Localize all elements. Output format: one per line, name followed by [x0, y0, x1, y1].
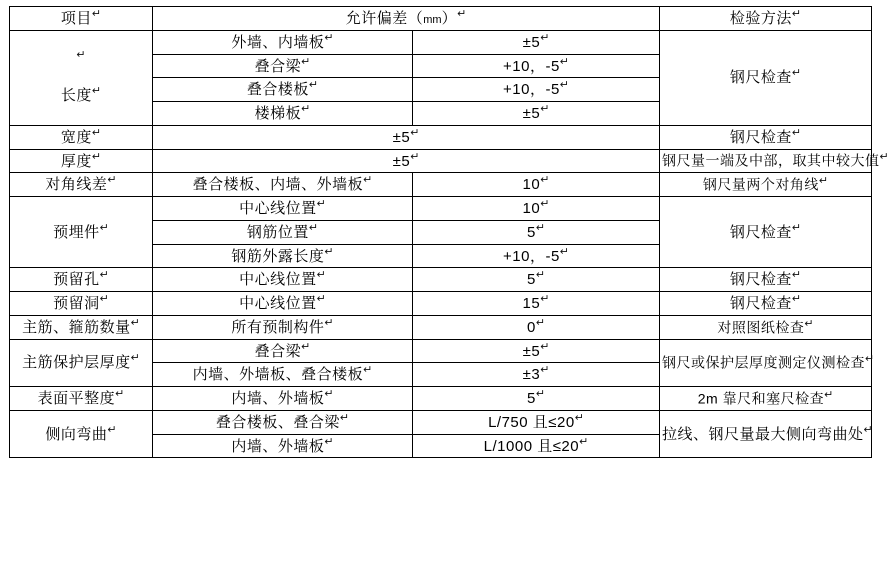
paragraph-mark: ↵: [107, 174, 117, 187]
paragraph-mark: ↵: [363, 364, 373, 377]
row-item-embedded-parts: 预埋件↵: [10, 197, 153, 268]
paragraph-mark: ↵: [824, 388, 834, 401]
paragraph-mark: ↵: [130, 352, 140, 365]
paragraph-mark: ↵: [791, 67, 802, 80]
paragraph-mark: ↵: [324, 435, 334, 448]
table-row: [10, 173, 872, 197]
paragraph-mark: ↵: [540, 174, 550, 187]
paragraph-mark: ↵: [363, 174, 373, 187]
row-tolerance-value: ±5↵: [153, 149, 660, 173]
paragraph-mark: ↵: [76, 48, 86, 61]
header-tolerance: 允许偏差（mm）↵: [153, 7, 660, 31]
paragraph-mark: ↵: [791, 293, 802, 305]
row-tolerance-value: +10，-5↵: [413, 244, 660, 268]
paragraph-mark: ↵: [791, 8, 802, 20]
paragraph-mark: ↵: [91, 8, 102, 20]
row-tolerance-value: ±5↵: [413, 30, 660, 54]
paragraph-mark: ↵: [865, 353, 875, 366]
paragraph-mark: ↵: [879, 151, 889, 164]
header-method: 检验方法↵: [660, 7, 872, 31]
table-row: [10, 125, 872, 149]
row-tolerance-value: +10，-5↵: [413, 54, 660, 78]
paragraph-mark: ↵: [559, 79, 570, 92]
row-tolerance-value: ±5↵: [153, 125, 660, 149]
row-subitem-label: 钢筋外露长度↵: [153, 244, 413, 268]
paragraph-mark: ↵: [91, 84, 102, 97]
paragraph-mark: ↵: [540, 293, 550, 305]
row-item-rebar-count: 主筋、箍筋数量↵: [10, 315, 153, 339]
tolerance-table: [9, 6, 889, 458]
paragraph-mark: ↵: [316, 198, 326, 210]
paragraph-mark: ↵: [91, 126, 102, 139]
paragraph-mark: ↵: [324, 316, 334, 329]
paragraph-mark: ↵: [308, 79, 319, 92]
paragraph-mark: ↵: [791, 269, 802, 282]
row-tolerance-value: ±3↵: [413, 363, 660, 387]
row-tolerance-value: L/750 且≤20↵: [413, 410, 660, 434]
row-tolerance-value: +10，-5↵: [413, 78, 660, 102]
row-method: 钢尺检查↵: [660, 268, 872, 292]
paragraph-mark: ↵: [535, 221, 546, 234]
paragraph-mark: ↵: [535, 388, 546, 400]
table-row: [10, 30, 872, 54]
row-tolerance-value: L/1000 且≤20↵: [413, 434, 660, 458]
row-tolerance-value: 5↵: [413, 220, 660, 244]
paragraph-mark: ↵: [540, 198, 550, 210]
table-row: [10, 292, 872, 316]
paragraph-mark: ↵: [301, 340, 311, 353]
paragraph-mark: ↵: [579, 435, 589, 448]
row-method: 钢尺检查↵: [660, 197, 872, 268]
table-row: [10, 410, 872, 434]
row-subitem-label: 外墙、内墙板↵: [153, 30, 413, 54]
paragraph-mark: ↵: [791, 221, 802, 234]
row-method: 钢尺量一端及中部，取其中较大值↵: [660, 149, 872, 173]
row-method: 对照图纸检查↵: [660, 315, 872, 339]
row-tolerance-value: 0↵: [413, 315, 660, 339]
row-method: 钢尺检查↵: [660, 292, 872, 316]
paragraph-mark: ↵: [301, 103, 311, 115]
paragraph-mark: ↵: [324, 245, 334, 258]
row-method: 拉线、钢尺量最大侧向弯曲处↵: [660, 410, 872, 458]
paragraph-mark: ↵: [535, 316, 546, 329]
row-subitem-label: 叠合梁↵: [153, 339, 413, 363]
table-row: [10, 149, 872, 173]
table-row: [10, 197, 872, 221]
paragraph-mark: ↵: [91, 150, 102, 163]
paragraph-mark: ↵: [574, 411, 584, 424]
paragraph-mark: ↵: [410, 150, 420, 163]
row-tolerance-value: 5↵: [413, 268, 660, 292]
row-tolerance-value: 5↵: [413, 387, 660, 411]
paragraph-mark: ↵: [301, 55, 311, 68]
row-subitem-label: 钢筋位置↵: [153, 220, 413, 244]
row-subitem-label: 叠合梁↵: [153, 54, 413, 78]
row-item-width: 宽度↵: [10, 125, 153, 149]
paragraph-mark: ↵: [99, 269, 109, 282]
table-row: [10, 339, 872, 363]
row-tolerance-value: 15↵: [413, 292, 660, 316]
paragraph-mark: ↵: [540, 31, 550, 44]
paragraph-mark: ↵: [316, 293, 326, 305]
row-tolerance-value: 10↵: [413, 173, 660, 197]
row-tolerance-value: ±5↵: [413, 102, 660, 126]
paragraph-mark: ↵: [559, 245, 570, 258]
row-tolerance-value: 10↵: [413, 197, 660, 221]
paragraph-mark: ↵: [804, 317, 814, 330]
row-method: 钢尺或保护层厚度测定仪测检查↵: [660, 339, 872, 387]
row-item-reserved-opening: 预留洞↵: [10, 292, 153, 316]
paragraph-mark: ↵: [791, 126, 802, 139]
paragraph-mark: ↵: [99, 293, 109, 305]
row-subitem-label: 楼梯板↵: [153, 102, 413, 126]
paragraph-mark: ↵: [540, 364, 550, 377]
row-subitem-label: 叠合楼板、内墙、外墙板↵: [153, 173, 413, 197]
row-method: 2m 靠尺和塞尺检查↵: [660, 387, 872, 411]
paragraph-mark: ↵: [339, 411, 350, 424]
paragraph-mark: ↵: [863, 423, 873, 436]
row-item-diagonal: 对角线差↵: [10, 173, 153, 197]
document-page: [0, 6, 889, 585]
header-item: 项目↵: [10, 7, 153, 31]
paragraph-mark: ↵: [540, 103, 550, 115]
paragraph-mark: ↵: [115, 388, 125, 400]
paragraph-mark: ↵: [457, 8, 467, 20]
row-subitem-label: 叠合楼板、叠合梁↵: [153, 410, 413, 434]
paragraph-mark: ↵: [130, 316, 140, 329]
paragraph-mark: ↵: [107, 423, 117, 436]
row-item-surface-flatness: 表面平整度↵: [10, 387, 153, 411]
row-subitem-label: 中心线位置↵: [153, 268, 413, 292]
paragraph-mark: ↵: [324, 388, 334, 400]
table-header-row: [10, 7, 872, 31]
row-subitem-label: 内墙、外墙板、叠合楼板↵: [153, 363, 413, 387]
paragraph-mark: ↵: [535, 269, 546, 282]
row-method: 钢尺量两个对角线↵: [660, 173, 872, 197]
row-subitem-label: 中心线位置↵: [153, 197, 413, 221]
row-tolerance-value: ±5↵: [413, 339, 660, 363]
row-subitem-label: 内墙、外墙板↵: [153, 434, 413, 458]
table-row: [10, 268, 872, 292]
row-method: 钢尺检查↵: [660, 125, 872, 149]
paragraph-mark: ↵: [410, 126, 420, 139]
paragraph-mark: ↵: [324, 31, 334, 44]
row-subitem-label: 叠合楼板↵: [153, 78, 413, 102]
row-item-lateral-bending: 侧向弯曲↵: [10, 410, 153, 458]
row-subitem-label: 中心线位置↵: [153, 292, 413, 316]
row-method: 钢尺检查↵: [660, 30, 872, 125]
paragraph-mark: ↵: [818, 175, 829, 188]
paragraph-mark: ↵: [308, 221, 319, 234]
paragraph-mark: ↵: [559, 55, 570, 68]
row-item-reserved-hole: 预留孔↵: [10, 268, 153, 292]
paragraph-mark: ↵: [99, 221, 109, 234]
paragraph-mark: ↵: [316, 269, 326, 282]
row-item-cover-thickness: 主筋保护层厚度↵: [10, 339, 153, 387]
row-subitem-label: 所有预制构件↵: [153, 315, 413, 339]
row-subitem-label: 内墙、外墙板↵: [153, 387, 413, 411]
row-item-thickness: 厚度↵: [10, 149, 153, 173]
row-item-length: ↵ 长度↵: [10, 30, 153, 125]
table-row: [10, 315, 872, 339]
paragraph-mark: ↵: [540, 340, 550, 353]
table-row: [10, 387, 872, 411]
